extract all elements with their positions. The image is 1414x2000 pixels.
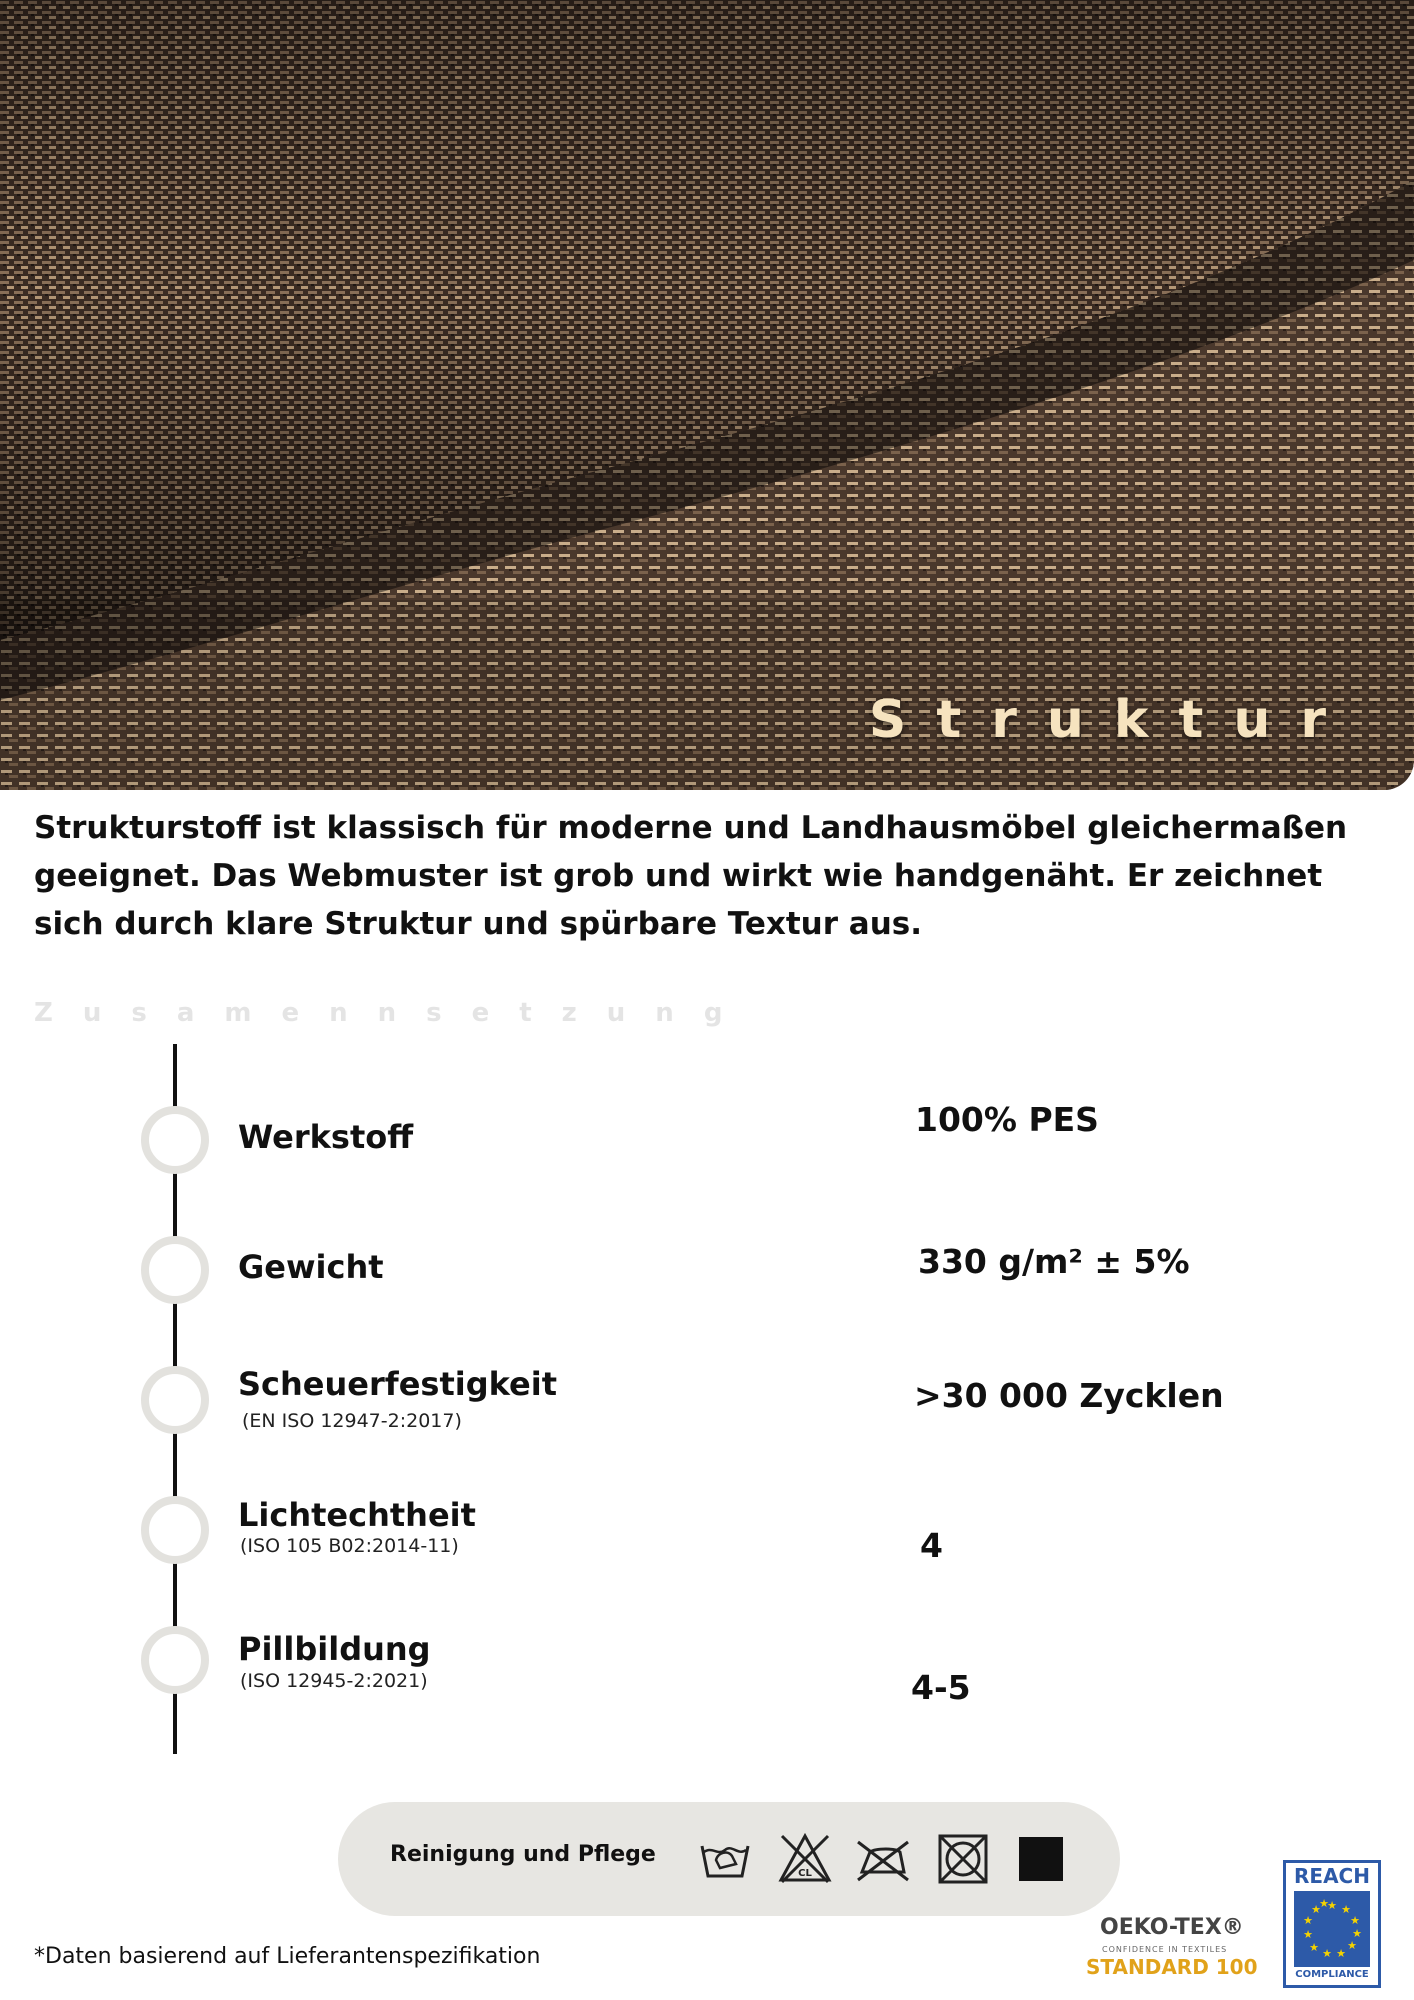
svg-text:★: ★ <box>1319 1897 1329 1910</box>
svg-text:★: ★ <box>1303 1928 1313 1941</box>
property-value-gewicht: 330 g/m² ± 5% <box>918 1242 1190 1281</box>
care-panel <box>338 1802 1120 1916</box>
intro-text: Strukturstoff ist klassisch für moderne und Landhausmöbel gleichermaßen geeignet. Das Webmuster ist grob und wirkt wie handgenäht. Er zeichnet sich durch klare Struktur und spürbare Textur aus. <box>34 810 1348 942</box>
hand-wash-icon <box>698 1832 752 1886</box>
property-label-lichtechtheit: Lichtechtheit <box>238 1496 476 1534</box>
hero-title: Struktur <box>868 690 1356 750</box>
svg-text:★: ★ <box>1347 1939 1357 1952</box>
property-value-pillbildung: 4-5 <box>911 1668 971 1707</box>
svg-text:★: ★ <box>1322 1947 1332 1960</box>
eu-flag-icon <box>1294 1891 1370 1967</box>
timeline-node <box>141 1236 209 1304</box>
property-sub-pillbildung: (ISO 12945-2:2021) <box>240 1670 428 1692</box>
property-value-werkstoff: 100% PES <box>915 1100 1099 1139</box>
no-chlorine-bleach-icon <box>778 1832 832 1886</box>
composition-label: Zusamennsetzung <box>34 998 753 1028</box>
timeline-node <box>141 1626 209 1694</box>
property-label-gewicht: Gewicht <box>238 1248 384 1286</box>
property-sub-lichtechtheit: (ISO 105 B02:2014-11) <box>240 1535 459 1557</box>
property-label-werkstoff: Werkstoff <box>238 1118 414 1156</box>
reach-compliance-logo <box>1283 1860 1381 1988</box>
property-label-pillbildung: Pillbildung <box>238 1630 431 1668</box>
timeline-node <box>141 1496 209 1564</box>
reach-compliance-label: COMPLIANCE <box>1295 1969 1369 1980</box>
svg-text:CL: CL <box>798 1868 812 1879</box>
property-label-scheuerfestigkeit: Scheuerfestigkeit <box>238 1365 557 1403</box>
oeko-tex-tagline: CONFIDENCE IN TEXTILES <box>1102 1945 1228 1954</box>
care-label: Reinigung und Pflege <box>390 1842 656 1867</box>
svg-text:★: ★ <box>1352 1927 1362 1940</box>
reach-title: REACH <box>1294 1864 1370 1888</box>
svg-text:★: ★ <box>1341 1903 1351 1916</box>
footnote: *Daten basierend auf Lieferantenspezifikation <box>34 1944 541 1969</box>
hero-fabric-image <box>0 0 1414 790</box>
property-sub-scheuerfestigkeit: (EN ISO 12947-2:2017) <box>242 1410 462 1432</box>
oeko-tex-logo <box>1078 1915 1278 1987</box>
svg-text:★: ★ <box>1309 1941 1319 1954</box>
fabric-texture <box>0 0 1414 790</box>
no-ironing-icon <box>856 1832 910 1886</box>
timeline-node <box>141 1106 209 1174</box>
svg-text:★: ★ <box>1311 1903 1321 1916</box>
property-value-lichtechtheit: 4 <box>920 1526 943 1565</box>
svg-text:★: ★ <box>1303 1914 1313 1927</box>
property-value-scheuerfestigkeit: >30 000 Zycklen <box>914 1376 1224 1415</box>
svg-text:★: ★ <box>1336 1947 1346 1960</box>
svg-text:★: ★ <box>1350 1914 1360 1927</box>
timeline-node <box>141 1366 209 1434</box>
no-dry-clean-icon <box>1014 1832 1068 1886</box>
oeko-tex-title: OEKO-TEX® <box>1100 1915 1244 1940</box>
oeko-tex-standard: STANDARD 100 <box>1086 1955 1258 1979</box>
svg-text:★: ★ <box>1327 1899 1337 1912</box>
no-tumble-dry-icon <box>936 1832 990 1886</box>
